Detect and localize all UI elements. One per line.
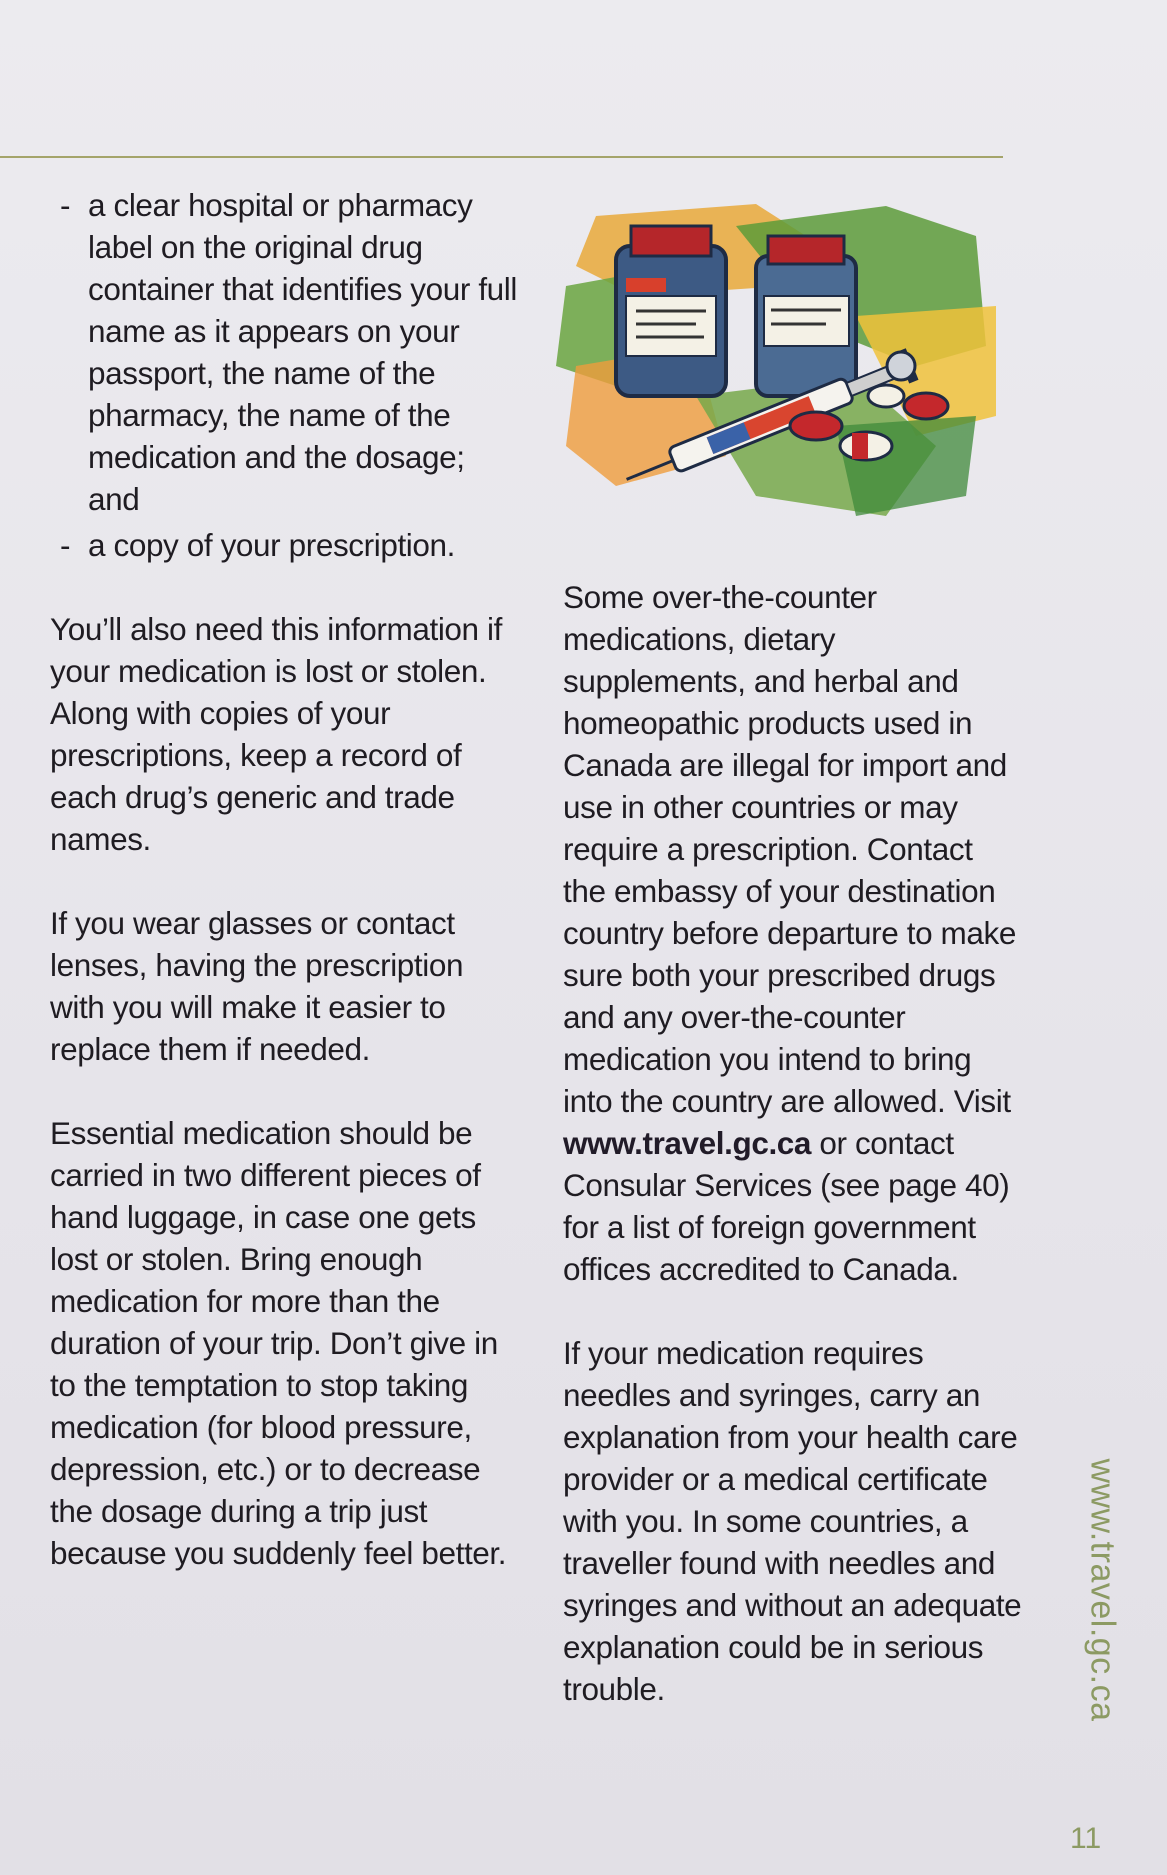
side-url: [1072, 1440, 1132, 1740]
page-number: 11: [1070, 1822, 1102, 1855]
paragraph-essential-medication: Essential medication should be carried in two different pieces of hand luggage, in case one gets lost or stolen. Bring enough medication for more than the duration of your trip. Don’t give in to the temptation to stop taking medication (for blood pressure, depression, etc.) or to decrease the dosage during a trip just because you suddenly feel better.: [50, 1115, 507, 1571]
otc-text-start: Some over-the-counter medications, dietary supplements, and herbal and homeopathic products used in Canada are illegal for import and use in other countries or may require a prescription. Contact the embassy of your destination country before departure to make sure both your prescribed drugs and any over-the-counter medication you intend to bring into the country are allowed. Visit: [563, 579, 1016, 1119]
bullet-marker: -: [60, 187, 71, 223]
travel-website-link[interactable]: www.travel.gc.ca: [563, 1125, 812, 1161]
top-divider: [0, 156, 1003, 158]
right-column: [563, 576, 1023, 1710]
otc-text-end: or contact Consular Services (see page 40) for a list of foreign government offices accredited to Canada.: [563, 1125, 1010, 1287]
left-column: [50, 184, 520, 1574]
list-item: [50, 184, 520, 520]
bullet-marker: -: [60, 527, 71, 563]
paragraph-needles-syringes: If your medication requires needles and syringes, carry an explanation from your health care provider or a medical certificate with you. In some countries, a traveller found with needles and syringes and without an adequate explanation could be in serious trouble.: [563, 1335, 1022, 1707]
list-item: [50, 524, 520, 566]
bullet-text: a copy of your prescription.: [88, 527, 455, 563]
side-url-text: www.travel.gc.ca: [1083, 1458, 1122, 1722]
medication-illustration: [556, 196, 996, 532]
bullet-text: a clear hospital or pharmacy label on the original drug container that identifies your full name as it appears on your passport, the name of the pharmacy, the name of the medication and the dosage; and: [88, 187, 517, 517]
paragraph-over-the-counter: [563, 576, 1023, 1290]
paragraph-lost-medication: You’ll also need this information if your medication is lost or stolen. Along with copies of your prescriptions, keep a record of each drug’s generic and trade names.: [50, 611, 502, 857]
paragraph-glasses: If you wear glasses or contact lenses, having the prescription with you will make it easier to replace them if needed.: [50, 905, 464, 1067]
